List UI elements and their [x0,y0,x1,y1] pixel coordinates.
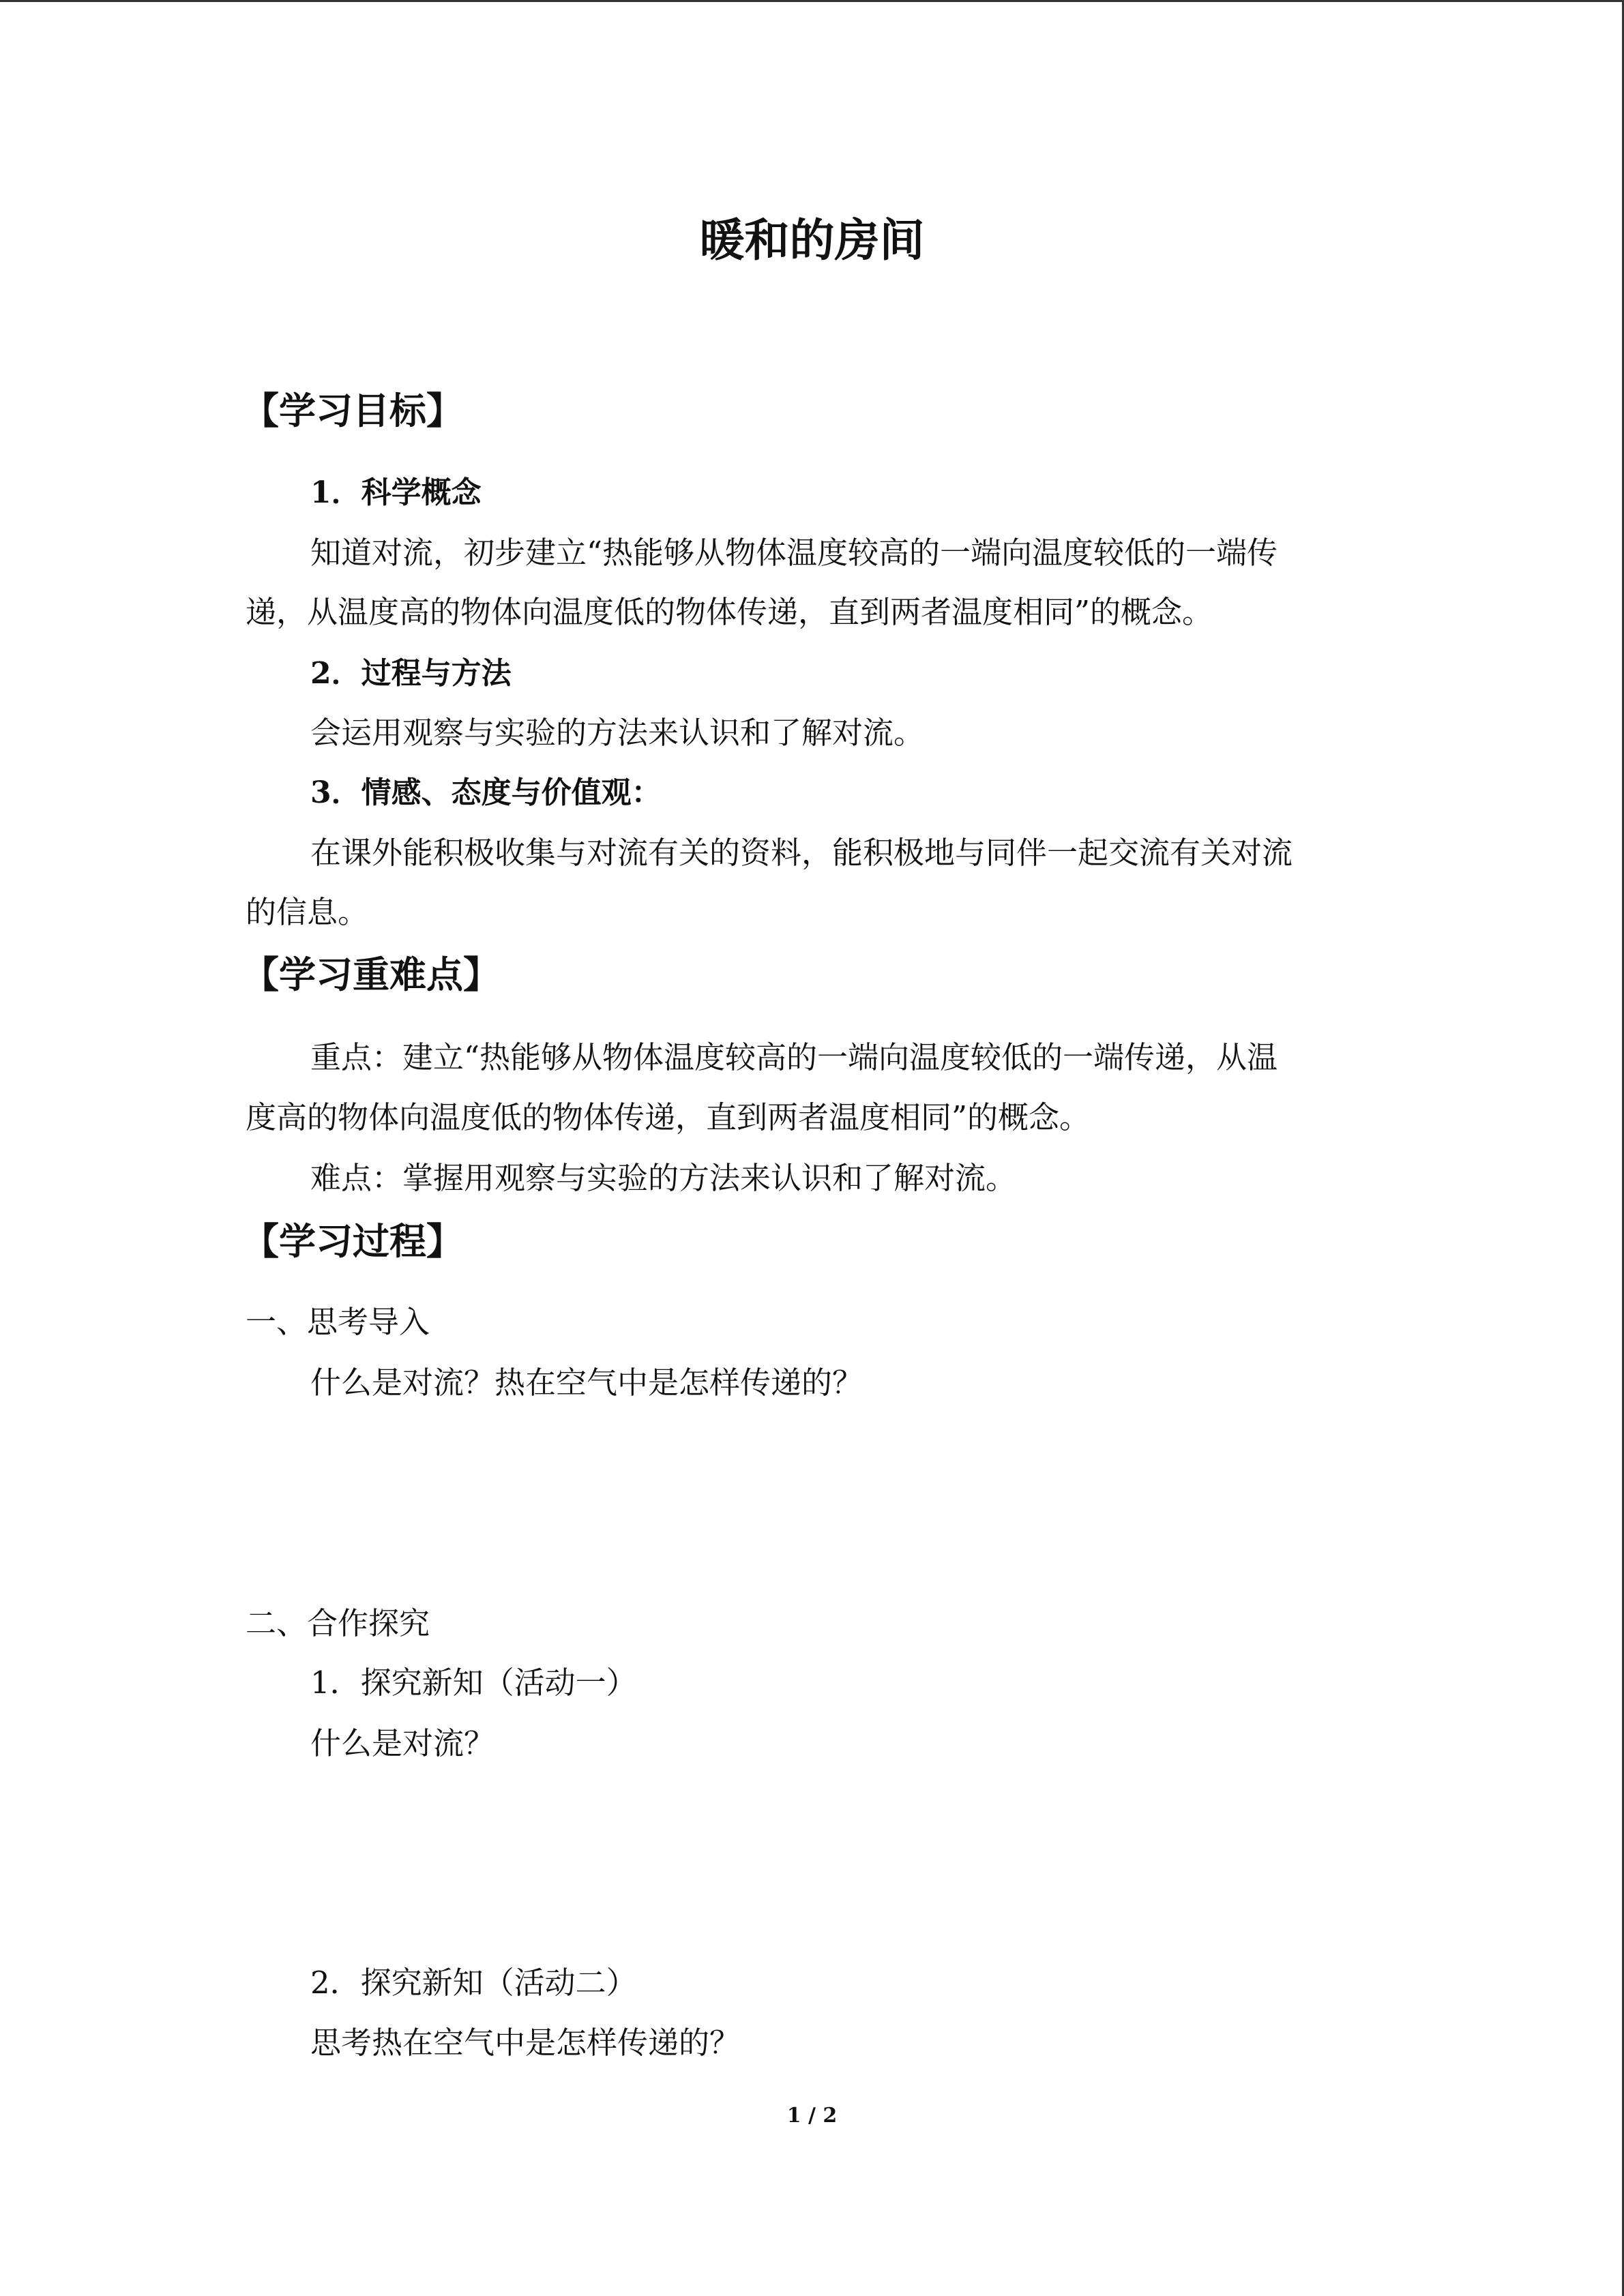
process-part-2-heading: 二、合作探究 [246,1605,430,1641]
objective-1-heading: 1．科学概念 [310,475,482,510]
objective-1-text-line2: 递，从温度高的物体向温度低的物体传递，直到两者温度相同”的概念。 [246,594,1213,630]
objective-2-heading: 2．过程与方法 [310,656,512,691]
section-heading-objectives: 【学习目标】 [242,389,463,432]
objective-3-text-line2: 的信息。 [246,894,369,930]
key-point-1-line1: 重点：建立“热能够从物体温度较高的一端向温度较低的一端传递，从温 [310,1039,1278,1075]
process-part-1-question: 什么是对流？热在空气中是怎样传递的？ [310,1365,863,1401]
activity-1-heading: 1．探究新知（活动一） [310,1665,637,1701]
section-heading-key-points: 【学习重难点】 [242,953,500,996]
objective-2-text-line1: 会运用观察与实验的方法来认识和了解对流。 [310,715,925,751]
section-heading-process: 【学习过程】 [242,1220,463,1263]
page-title: 暖和的房间 [699,214,925,267]
key-point-2-line1: 难点：掌握用观察与实验的方法来认识和了解对流。 [310,1160,1017,1196]
activity-2-heading: 2．探究新知（活动二） [310,1965,637,2001]
objective-3-heading: 3．情感、态度与价值观： [310,775,662,810]
objective-1-text-line1: 知道对流，初步建立“热能够从物体温度较高的一端向温度较低的一端传 [310,535,1278,571]
activity-2-question: 思考热在空气中是怎样传递的？ [310,2025,741,2061]
key-point-1-line2: 度高的物体向温度低的物体传递，直到两者温度相同”的概念。 [246,1099,1091,1135]
objective-3-text-line1: 在课外能积极收集与对流有关的资料，能积极地与同伴一起交流有关对流 [310,835,1293,871]
process-part-1-heading: 一、思考导入 [246,1304,430,1340]
activity-1-question: 什么是对流？ [310,1725,495,1761]
page-number: 1 / 2 [786,2104,838,2128]
